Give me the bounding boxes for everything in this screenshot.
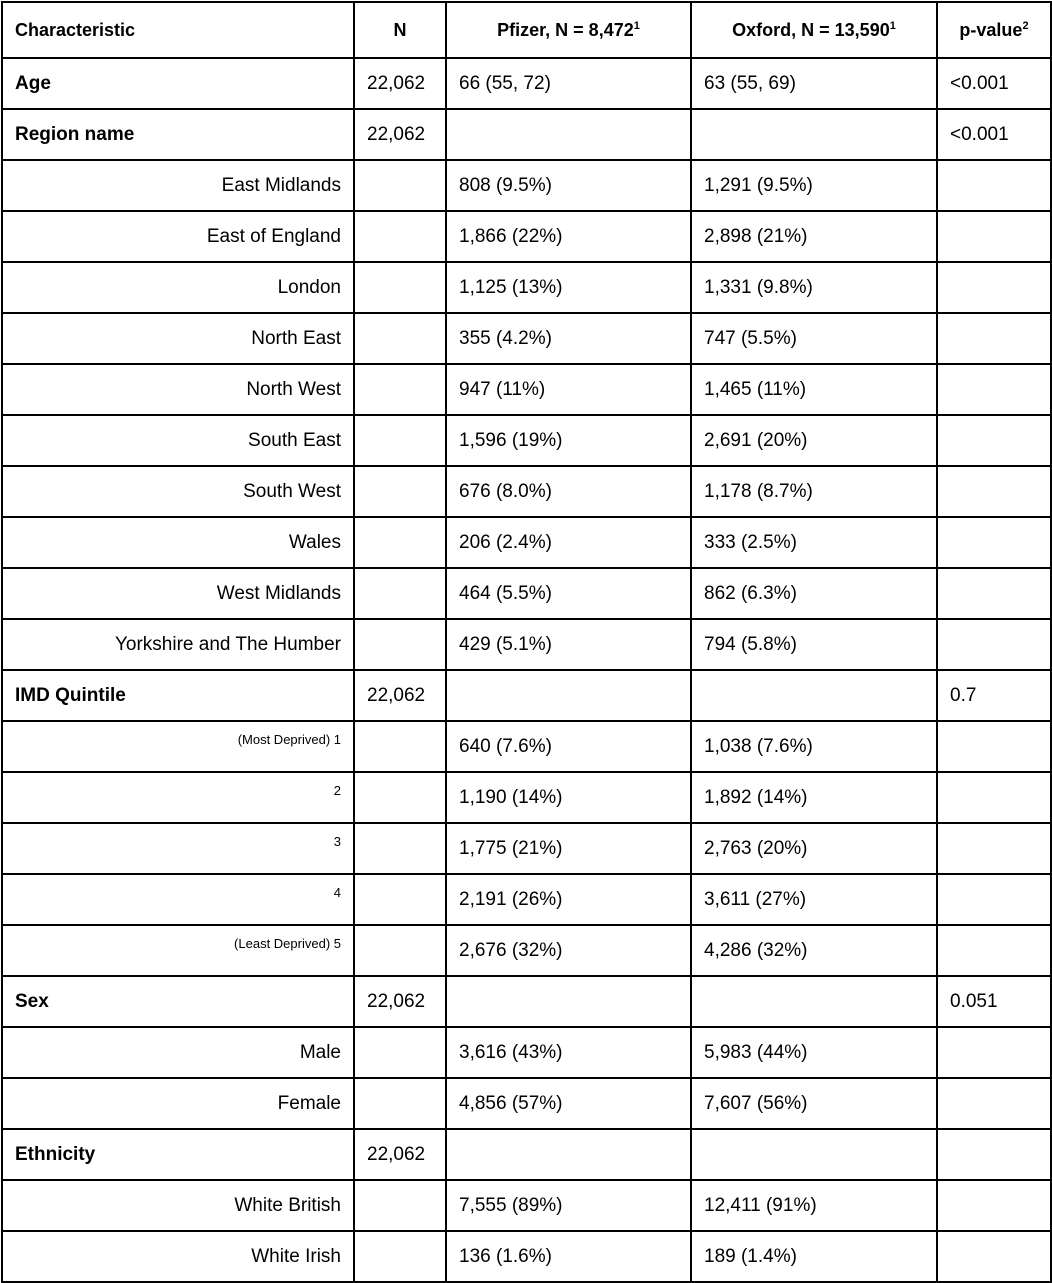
cell-n bbox=[354, 517, 446, 568]
cell-p-value bbox=[937, 364, 1051, 415]
cell-n bbox=[354, 721, 446, 772]
table-row bbox=[2, 619, 1051, 670]
cell-p-value bbox=[937, 1129, 1051, 1180]
cell-characteristic: 3 bbox=[2, 823, 354, 874]
cell-pfizer bbox=[446, 976, 691, 1027]
header-pfizer: Pfizer, $N = 8,472^1$ bbox=[446, 2, 691, 58]
cell-oxford: 747 (5.5%) bbox=[691, 313, 937, 364]
cell-pfizer: 4,856 (57%) bbox=[446, 1078, 691, 1129]
cell-p-value bbox=[937, 1027, 1051, 1078]
cell-n: 22,062 bbox=[354, 1129, 446, 1180]
cell-pfizer: 7,555 (89%) bbox=[446, 1180, 691, 1231]
cell-pfizer bbox=[446, 109, 691, 160]
cell-n: 22,062 bbox=[354, 670, 446, 721]
cell-pfizer bbox=[446, 1129, 691, 1180]
table-header-row bbox=[2, 2, 1051, 58]
cell-pfizer: 2,676 (32%) bbox=[446, 925, 691, 976]
cell-oxford: 2,898 (21%) bbox=[691, 211, 937, 262]
cell-oxford: 2,691 (20%) bbox=[691, 415, 937, 466]
cell-pfizer: 676 (8.0%) bbox=[446, 466, 691, 517]
table-row bbox=[2, 1078, 1051, 1129]
cell-pfizer: 808 (9.5%) bbox=[446, 160, 691, 211]
cell-characteristic: East Midlands bbox=[2, 160, 354, 211]
cell-characteristic: North East bbox=[2, 313, 354, 364]
cell-n bbox=[354, 313, 446, 364]
cell-pfizer: 1,866 (22%) bbox=[446, 211, 691, 262]
cell-oxford: 1,178 (8.7%) bbox=[691, 466, 937, 517]
table-row bbox=[2, 1180, 1051, 1231]
cell-pfizer: 464 (5.5%) bbox=[446, 568, 691, 619]
table-row bbox=[2, 262, 1051, 313]
table-row bbox=[2, 1231, 1051, 1282]
table-row bbox=[2, 211, 1051, 262]
cell-n bbox=[354, 925, 446, 976]
table-row bbox=[2, 160, 1051, 211]
cell-pfizer: 1,125 (13%) bbox=[446, 262, 691, 313]
header-n: N bbox=[354, 2, 446, 58]
cell-oxford: 7,607 (56%) bbox=[691, 1078, 937, 1129]
header-characteristic: Characteristic bbox=[2, 2, 354, 58]
cell-characteristic: East of England bbox=[2, 211, 354, 262]
cell-pfizer: 2,191 (26%) bbox=[446, 874, 691, 925]
cell-pfizer: 1,190 (14%) bbox=[446, 772, 691, 823]
cell-pfizer: 355 (4.2%) bbox=[446, 313, 691, 364]
cell-n: 22,062 bbox=[354, 109, 446, 160]
cell-n bbox=[354, 772, 446, 823]
cell-p-value bbox=[937, 874, 1051, 925]
cell-p-value bbox=[937, 160, 1051, 211]
cell-characteristic: 2 bbox=[2, 772, 354, 823]
header-p-value: p-value$^2$ bbox=[937, 2, 1051, 58]
cell-characteristic: Female bbox=[2, 1078, 354, 1129]
cell-n bbox=[354, 823, 446, 874]
cell-oxford: 862 (6.3%) bbox=[691, 568, 937, 619]
cell-p-value bbox=[937, 1078, 1051, 1129]
cell-characteristic: South West bbox=[2, 466, 354, 517]
cell-p-value bbox=[937, 568, 1051, 619]
header-oxford: Oxford, $N = 13,590^1$ bbox=[691, 2, 937, 58]
table-row bbox=[2, 568, 1051, 619]
cell-p-value bbox=[937, 313, 1051, 364]
cell-n bbox=[354, 619, 446, 670]
footnote-marker: 2 bbox=[1022, 19, 1029, 32]
cell-n bbox=[354, 1231, 446, 1282]
cell-pfizer: 640 (7.6%) bbox=[446, 721, 691, 772]
cell-oxford: 794 (5.8%) bbox=[691, 619, 937, 670]
cell-oxford: 3,611 (27%) bbox=[691, 874, 937, 925]
footnote-marker: 1 bbox=[889, 19, 896, 32]
cell-oxford bbox=[691, 976, 937, 1027]
cell-n bbox=[354, 211, 446, 262]
cell-n bbox=[354, 1180, 446, 1231]
cell-pfizer: 1,596 (19%) bbox=[446, 415, 691, 466]
cell-n bbox=[354, 160, 446, 211]
cell-pfizer: 1,775 (21%) bbox=[446, 823, 691, 874]
table-row bbox=[2, 415, 1051, 466]
cell-p-value bbox=[937, 517, 1051, 568]
cell-oxford: 1,038 (7.6%) bbox=[691, 721, 937, 772]
cell-oxford: 189 (1.4%) bbox=[691, 1231, 937, 1282]
cell-characteristic: (Most Deprived) 1 bbox=[2, 721, 354, 772]
cell-p-value bbox=[937, 466, 1051, 517]
table-body bbox=[2, 58, 1051, 1282]
table-row bbox=[2, 670, 1051, 721]
cell-oxford bbox=[691, 1129, 937, 1180]
cell-pfizer: 947 (11%) bbox=[446, 364, 691, 415]
cell-characteristic: Wales bbox=[2, 517, 354, 568]
cell-characteristic: 4 bbox=[2, 874, 354, 925]
cell-n bbox=[354, 415, 446, 466]
cell-p-value: <0.001 bbox=[937, 58, 1051, 109]
cell-n bbox=[354, 262, 446, 313]
characteristics-table bbox=[1, 1, 1052, 1283]
cell-p-value bbox=[937, 772, 1051, 823]
table-row bbox=[2, 772, 1051, 823]
cell-characteristic: Male bbox=[2, 1027, 354, 1078]
cell-pfizer bbox=[446, 670, 691, 721]
cell-characteristic: Yorkshire and The Humber bbox=[2, 619, 354, 670]
cell-n bbox=[354, 1078, 446, 1129]
cell-characteristic: Ethnicity bbox=[2, 1129, 354, 1180]
cell-p-value bbox=[937, 925, 1051, 976]
table-row bbox=[2, 1129, 1051, 1180]
cell-oxford: 63 (55, 69) bbox=[691, 58, 937, 109]
cell-p-value bbox=[937, 415, 1051, 466]
table-row bbox=[2, 364, 1051, 415]
cell-oxford: 1,331 (9.8%) bbox=[691, 262, 937, 313]
cell-p-value bbox=[937, 823, 1051, 874]
cell-oxford: 2,763 (20%) bbox=[691, 823, 937, 874]
cell-characteristic: West Midlands bbox=[2, 568, 354, 619]
table-row bbox=[2, 874, 1051, 925]
table-row bbox=[2, 721, 1051, 772]
cell-characteristic: Sex bbox=[2, 976, 354, 1027]
cell-pfizer: 66 (55, 72) bbox=[446, 58, 691, 109]
footnote-marker: 1 bbox=[633, 19, 640, 32]
cell-characteristic: Age bbox=[2, 58, 354, 109]
cell-oxford: 5,983 (44%) bbox=[691, 1027, 937, 1078]
cell-oxford: 4,286 (32%) bbox=[691, 925, 937, 976]
cell-characteristic: (Least Deprived) 5 bbox=[2, 925, 354, 976]
cell-oxford: 1,465 (11%) bbox=[691, 364, 937, 415]
cell-characteristic: South East bbox=[2, 415, 354, 466]
table-row bbox=[2, 976, 1051, 1027]
cell-oxford: 1,892 (14%) bbox=[691, 772, 937, 823]
cell-p-value bbox=[937, 211, 1051, 262]
cell-n bbox=[354, 364, 446, 415]
cell-n bbox=[354, 568, 446, 619]
cell-p-value bbox=[937, 1231, 1051, 1282]
cell-p-value: 0.051 bbox=[937, 976, 1051, 1027]
cell-p-value: 0.7 bbox=[937, 670, 1051, 721]
cell-pfizer: 3,616 (43%) bbox=[446, 1027, 691, 1078]
table-row bbox=[2, 466, 1051, 517]
cell-oxford bbox=[691, 670, 937, 721]
cell-pfizer: 136 (1.6%) bbox=[446, 1231, 691, 1282]
table-row bbox=[2, 925, 1051, 976]
cell-n: 22,062 bbox=[354, 58, 446, 109]
cell-n: 22,062 bbox=[354, 976, 446, 1027]
table-row bbox=[2, 109, 1051, 160]
table-row bbox=[2, 313, 1051, 364]
cell-p-value bbox=[937, 1180, 1051, 1231]
cell-n bbox=[354, 1027, 446, 1078]
cell-characteristic: Region name bbox=[2, 109, 354, 160]
cell-oxford: 333 (2.5%) bbox=[691, 517, 937, 568]
table-row bbox=[2, 823, 1051, 874]
table-row bbox=[2, 517, 1051, 568]
cell-oxford: 1,291 (9.5%) bbox=[691, 160, 937, 211]
cell-pfizer: 429 (5.1%) bbox=[446, 619, 691, 670]
cell-n bbox=[354, 466, 446, 517]
cell-n bbox=[354, 874, 446, 925]
table-row bbox=[2, 58, 1051, 109]
cell-characteristic: London bbox=[2, 262, 354, 313]
cell-characteristic: White British bbox=[2, 1180, 354, 1231]
table-row bbox=[2, 1027, 1051, 1078]
cell-characteristic: North West bbox=[2, 364, 354, 415]
cell-pfizer: 206 (2.4%) bbox=[446, 517, 691, 568]
cell-oxford bbox=[691, 109, 937, 160]
cell-characteristic: White Irish bbox=[2, 1231, 354, 1282]
cell-p-value: <0.001 bbox=[937, 109, 1051, 160]
cell-p-value bbox=[937, 721, 1051, 772]
cell-p-value bbox=[937, 262, 1051, 313]
cell-characteristic: IMD Quintile bbox=[2, 670, 354, 721]
cell-p-value bbox=[937, 619, 1051, 670]
cell-oxford: 12,411 (91%) bbox=[691, 1180, 937, 1231]
